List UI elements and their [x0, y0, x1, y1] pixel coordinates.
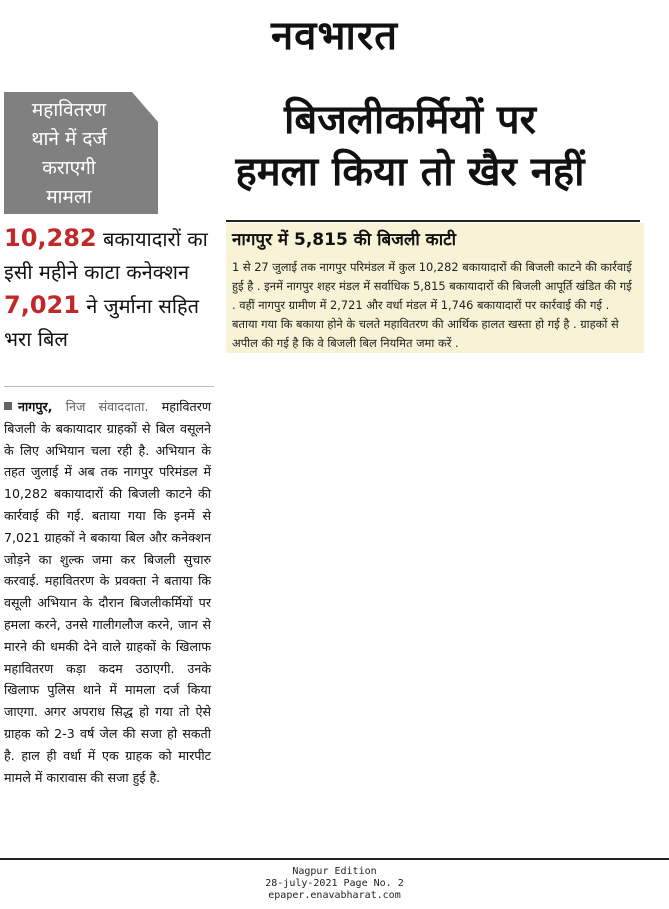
article-credit: निज संवाददाता. [65, 399, 149, 414]
box-top-rule [226, 220, 640, 222]
stats-highlight [4, 222, 224, 356]
stat-1-number: 10,282 [4, 224, 97, 252]
info-box-title: नागपुर में 5,815 की बिजली काटी [232, 230, 457, 250]
main-headline [160, 94, 660, 198]
kicker-line: थाने में दर्ज [31, 128, 107, 150]
newspaper-masthead: नवभारत [270, 13, 399, 59]
kicker-line: कराएगी [42, 157, 96, 179]
stat-1 [4, 222, 224, 289]
kicker-tag [8, 96, 130, 212]
article-divider [4, 386, 214, 387]
stat-2-number: 7,021 [4, 291, 80, 319]
page-footer [0, 866, 669, 902]
bullet-icon [4, 402, 12, 410]
article-text: महावितरण बिजली के बकायादार ग्राहकों से बिल वसूलने के लिए अभियान चला रही है. अभियान के तहत जुलाई में अब तक नागपुर परिमंडल में 10,282 बकायादारों की बिजली काटने की कार्रवाई की गई. बताया गया कि इनमें से 7,021 ग्राहकों ने बकाया बिल और कनेक्शन जोड़ने का शुल्क जमा कर बिजली सुचारु करवाई. महावितरण के प्रवक्ता ने बताया कि वसूली अभियान के दौरान बिजलीकर्मियों पर हमला करने, उनसे गालीगलौज करने, जान से मारने की धमकी देने वाले ग्राहकों के खिलाफ महावितरण कड़ा कदम उठाएगी. उनके खिलाफ पुलिस थाने में मामला दर्ज किया जाएगा. अगर अपराध सिद्ध हो गया तो ऐसे ग्राहक को 2-3 वर्ष जेल की सजा हो सकती है. हाल ही वर्धा में एक ग्राहक को मारपीट मामले में कारावास की सजा हुई है. [4, 399, 211, 785]
footer-rule [0, 858, 669, 860]
stat-2 [4, 289, 224, 356]
stat-2-text: ने जुर्माना सहित भरा बिल [4, 294, 200, 351]
article-dateline: नागपुर, [18, 399, 53, 414]
article-body [4, 396, 211, 788]
info-box-body: 1 से 27 जुलाई तक नागपुर परिमंडल में कुल 10,282 बकायादारों की बिजली काटने की कार्रवाई हुई है . इनमें नागपुर शहर मंडल में सर्वाधिक 5,815 बकायादारों की बिजली आपूर्ति खंडित की गई . वहीं नागपुर ग्रामीण में 2,721 और वर्धा मंडल में 1,746 बकायादारों पर कार्रवाई की गई . बताया गया कि बकाया होने के चलते महावितरण की आर्थिक हालत खस्ता हो गई है . ग्राहकों से अपील की गई है कि वे बिजली बिल नियमित जमा करें . [232, 260, 632, 350]
headline-line-2: हमला किया तो खैर नहीं [235, 149, 585, 195]
headline-line-1: बिजलीकर्मियों पर [284, 97, 536, 143]
footer-edition: Nagpur Edition [292, 866, 377, 877]
footer-date-page: 28-july-2021 Page No. 2 [265, 878, 404, 889]
footer-site-link[interactable]: epaper.enavabharat.com [268, 890, 401, 901]
kicker-line: महावितरण [31, 99, 107, 121]
stat-1-text: बकायादारों का इसी महीने काटा कनेक्शन [4, 227, 208, 284]
kicker-line: मामला [46, 186, 92, 208]
